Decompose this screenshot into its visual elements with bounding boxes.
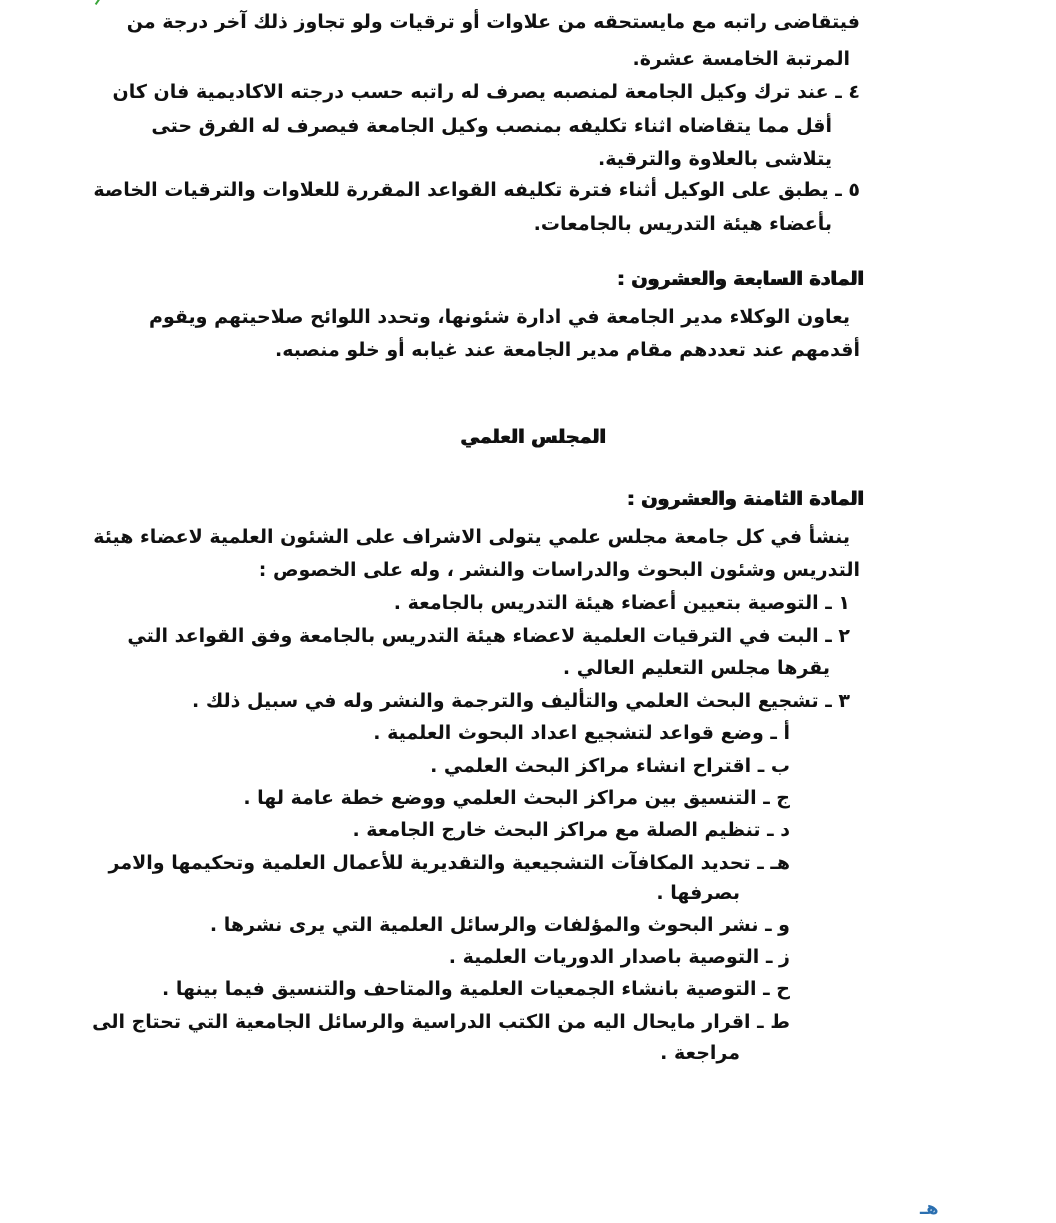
paragraph-line: ٤ ـ عند ترك وكيل الجامعة لمنصبه يصرف له راتبه حسب درجته الاكاديمية فان كان <box>112 81 860 103</box>
list-item-4 <box>112 76 860 176</box>
paragraph-line: ٥ ـ يطبق على الوكيل أثناء فترة تكليفه القواعد المقررة للعلاوات والترقيات الخاصة <box>93 179 860 201</box>
sub-item: أ ـ وضع قواعد لتشجيع اعداد البحوث العلمية . <box>373 722 790 744</box>
sub-item: ح ـ التوصية بانشاء الجمعيات العلمية والمتاحف والتنسيق فيما بينها . <box>161 978 790 1000</box>
article-28-body <box>92 521 860 1081</box>
scan-mark <box>95 0 109 11</box>
sub-item: د ـ تنظيم الصلة مع مراكز البحث خارج الجامعة . <box>352 819 790 841</box>
sub-item: هـ ـ تحديد المكافآت التشجيعية والتقديرية للأعمال العلمية وتحكيمها والامر <box>108 852 790 874</box>
page-mark: هـ <box>920 1198 939 1219</box>
top-continuation <box>126 6 860 76</box>
list-item-5 <box>93 174 860 240</box>
paragraph-line: يعاون الوكلاء مدير الجامعة في ادارة شئونها، وتحدد اللوائح صلاحيتهم ويقوم <box>149 306 850 328</box>
paragraph-line: ينشأ في كل جامعة مجلس علمي يتولى الاشراف على الشئون العلمية لاعضاء هيئة <box>93 526 850 548</box>
article-heading: المادة السابعة والعشرون : <box>617 268 864 290</box>
sub-item: و ـ نشر البحوث والمؤلفات والرسائل العلمية التي يرى نشرها . <box>209 914 790 936</box>
list-item: ٣ ـ تشجيع البحث العلمي والتأليف والترجمة والنشر وله في سبيل ذلك . <box>192 690 850 712</box>
section-title: المجلس العلمي <box>460 426 606 448</box>
article-27-body <box>149 301 860 367</box>
sub-item-continuation: مراجعة . <box>660 1042 740 1064</box>
sub-item: ط ـ اقرار مايحال اليه من الكتب الدراسية والرسائل الجامعية التي تحتاج الى <box>92 1011 790 1033</box>
article-heading: المادة الثامنة والعشرون : <box>627 488 864 510</box>
sub-item: ب ـ اقتراح انشاء مراكز البحث العلمي . <box>430 755 790 777</box>
paragraph-line: بأعضاء هيئة التدريس بالجامعات. <box>533 213 832 235</box>
paragraph-line: التدريس وشئون البحوث والدراسات والنشر ، وله على الخصوص : <box>258 559 860 581</box>
sub-item: ج ـ التنسيق بين مراكز البحث العلمي ووضع خطة عامة لها . <box>243 787 790 809</box>
paragraph-line: أقدمهم عند تعددهم مقام مدير الجامعة عند غيابه أو خلو منصبه. <box>275 339 860 361</box>
paragraph-line: يتلاشى بالعلاوة والترقية. <box>597 148 832 170</box>
sub-item-continuation: بصرفها . <box>656 882 740 904</box>
paragraph-line: فيتقاضى راتبه مع مايستحقه من علاوات أو ترقيات ولو تجاوز ذلك آخر درجة من <box>126 11 860 33</box>
paragraph-line: المرتبة الخامسة عشرة. <box>632 48 850 70</box>
sub-item: ز ـ التوصية باصدار الدوريات العلمية . <box>448 946 790 968</box>
paragraph-line: أقل مما يتقاضاه اثناء تكليفه بمنصب وكيل الجامعة فيصرف له الفرق حتى <box>151 115 832 137</box>
list-item-continuation: يقرها مجلس التعليم العالي . <box>562 657 830 679</box>
list-item: ١ ـ التوصية بتعيين أعضاء هيئة التدريس بالجامعة . <box>393 592 850 614</box>
list-item: ٢ ـ البت في الترقيات العلمية لاعضاء هيئة التدريس بالجامعة وفق القواعد التي <box>127 625 850 647</box>
